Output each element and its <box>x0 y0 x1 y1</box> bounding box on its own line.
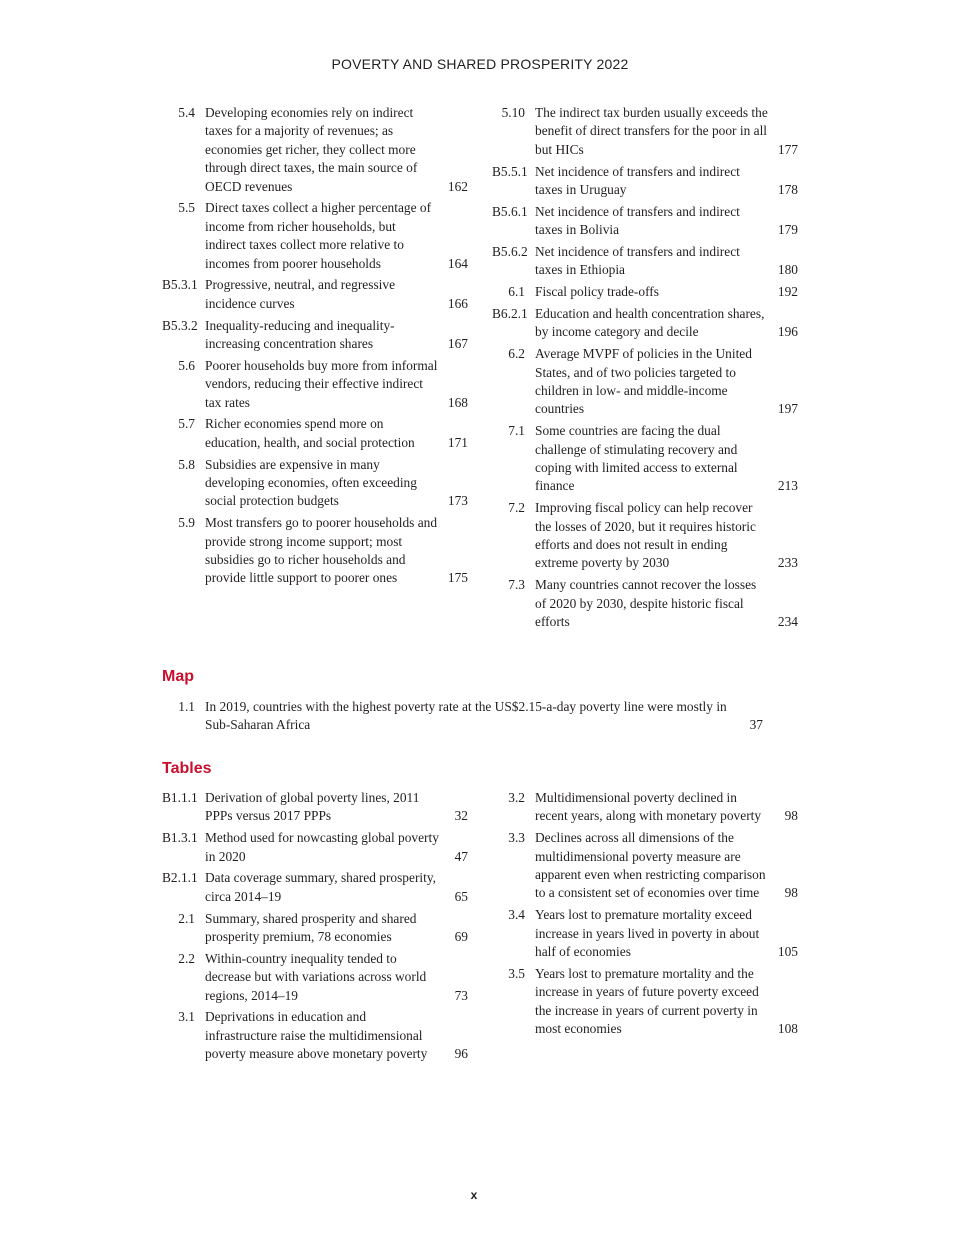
entry-number: B5.3.1 <box>162 277 198 293</box>
entry-title: Data coverage summary, shared prosperity, circa 2014–19 <box>205 870 437 904</box>
entry-number: 5.5 <box>178 200 195 216</box>
entry-page-number: 167 <box>447 336 468 352</box>
map-section-title: Map <box>162 668 194 685</box>
toc-entry[interactable] <box>162 276 468 313</box>
entry-title: Declines across all dimensions of the multidimensional poverty measure are apparent even when restricting comparison to a consistent set of economies over time <box>535 830 766 901</box>
toc-entry[interactable] <box>162 456 468 511</box>
toc-entry[interactable] <box>162 910 468 947</box>
entry-page-number: 166 <box>447 295 468 311</box>
entry-page-number: 178 <box>777 182 798 198</box>
entry-number: 5.7 <box>178 416 195 432</box>
entry-number: B5.6.1 <box>492 203 528 219</box>
entry-title: Net incidence of transfers and indirect taxes in Ethiopia <box>535 244 740 278</box>
toc-entry[interactable] <box>492 345 798 419</box>
entry-page-number: 233 <box>777 555 798 571</box>
entry-number: B5.5.1 <box>492 163 528 179</box>
toc-entry[interactable] <box>162 950 468 1005</box>
tables-list-right <box>492 789 798 1042</box>
toc-entry[interactable] <box>162 869 468 906</box>
entry-title: Years lost to premature mortality and the increase in years of future poverty exceed the increase in years of current poverty in most economies <box>535 965 759 1037</box>
entry-title: Within-country inequality tended to decrease but with variations across world regions, 2014–19 <box>205 950 427 1003</box>
entry-title: Years lost to premature mortality exceed increase in years lived in poverty in about half of economies <box>535 907 760 960</box>
entry-title: Direct taxes collect a higher percentage of income from richer households, but indirect taxes collect more relative to incomes from poorer households <box>205 200 432 271</box>
toc-entry[interactable] <box>162 789 468 826</box>
entry-page-number: 173 <box>447 493 468 509</box>
entry-title: Poorer households buy more from informal vendors, reducing their effective indirect tax rates <box>205 357 438 410</box>
toc-entry[interactable] <box>492 283 798 301</box>
toc-entry[interactable] <box>162 104 468 196</box>
entry-page-number: 105 <box>777 944 798 960</box>
entry-title: Method used for nowcasting global poverty in 2020 <box>205 830 439 864</box>
toc-entry[interactable] <box>492 163 798 200</box>
entry-title: Developing economies rely on indirect taxes for a majority of revenues; as economies get richer, they collect more through direct taxes, the main source of OECD revenues <box>205 105 418 194</box>
entry-number: 6.1 <box>508 284 525 300</box>
entry-page-number: 73 <box>454 987 468 1003</box>
toc-entry[interactable] <box>162 415 468 452</box>
toc-entry[interactable] <box>162 199 468 273</box>
map-list <box>162 698 798 738</box>
entry-number: 7.3 <box>508 577 525 593</box>
tables-section-title: Tables <box>162 760 212 777</box>
entry-page-number: 197 <box>777 401 798 417</box>
entry-number: 6.2 <box>508 346 525 362</box>
entry-number: 2.1 <box>178 910 195 926</box>
entry-number: B5.6.2 <box>492 244 528 260</box>
entry-number: 2.2 <box>178 950 195 966</box>
entry-page-number: 69 <box>454 929 468 945</box>
entry-number: 3.1 <box>178 1009 195 1025</box>
toc-entry[interactable] <box>492 104 798 159</box>
toc-entry[interactable] <box>492 576 798 631</box>
entry-number: B5.3.2 <box>162 317 198 333</box>
entry-title: Multidimensional poverty declined in recent years, along with monetary poverty <box>535 790 762 824</box>
tables-list-left <box>162 789 468 1067</box>
entry-page-number: 162 <box>447 178 468 194</box>
entry-number: 1.1 <box>178 699 195 714</box>
entry-title: Improving fiscal policy can help recover the losses of 2020, but it requires historic efforts and does not result in ending extreme poverty by 2030 <box>535 500 756 571</box>
entry-number: 5.10 <box>501 105 525 120</box>
figures-list-left <box>162 104 468 591</box>
running-header: POVERTY AND SHARED PROSPERITY 2022 <box>331 56 629 72</box>
entry-number: B2.1.1 <box>162 870 198 886</box>
entry-page-number: 180 <box>777 262 798 278</box>
entry-page-number: 47 <box>454 848 468 864</box>
toc-entry[interactable] <box>492 203 798 240</box>
entry-number: 3.4 <box>508 907 525 923</box>
entry-title: Net incidence of transfers and indirect taxes in Uruguay <box>535 163 740 198</box>
toc-entry[interactable] <box>162 514 468 588</box>
entry-number: 7.1 <box>508 423 525 439</box>
entry-title: Many countries cannot recover the losses of 2020 by 2030, despite historic fiscal efforts <box>535 577 757 630</box>
entry-title: Average MVPF of policies in the United States, and of two policies targeted to children in low- and middle-income countries <box>535 346 752 417</box>
entry-title: In 2019, countries with the highest poverty rate at the US$2.15-a-day poverty line were mostly in Sub-Saharan Africa <box>205 699 727 733</box>
entry-page-number: 65 <box>454 888 468 904</box>
entry-page-number: 179 <box>777 222 798 238</box>
entry-number: 5.4 <box>178 105 195 120</box>
entry-page-number: 98 <box>784 808 798 824</box>
entry-number: 7.2 <box>508 500 525 516</box>
entry-page-number: 171 <box>447 434 468 450</box>
entry-page-number: 177 <box>777 141 798 157</box>
entry-number: 3.2 <box>508 790 525 805</box>
entry-number: 3.5 <box>508 965 525 981</box>
entry-title: The indirect tax burden usually exceeds the benefit of direct transfers for the poor in all but HICs <box>535 105 768 157</box>
toc-entry[interactable] <box>492 422 798 496</box>
entry-title: Summary, shared prosperity and shared prosperity premium, 78 economies <box>205 910 417 945</box>
entry-number: 3.3 <box>508 830 525 846</box>
toc-entry[interactable] <box>162 698 798 735</box>
entry-title: Education and health concentration shares, by income category and decile <box>535 306 765 340</box>
entry-number: B6.2.1 <box>492 306 528 322</box>
entry-page-number: 196 <box>777 324 798 340</box>
toc-entry[interactable] <box>492 499 798 573</box>
toc-entry[interactable] <box>162 829 468 866</box>
entry-page-number: 234 <box>777 614 798 630</box>
entry-page-number: 32 <box>454 808 468 824</box>
entry-page-number: 164 <box>447 255 468 271</box>
entry-page-number: 108 <box>777 1021 798 1037</box>
entry-number: B1.3.1 <box>162 830 198 846</box>
entry-page-number: 96 <box>454 1046 468 1062</box>
entry-title: Subsidies are expensive in many developing economies, often exceeding social protection budgets <box>205 456 417 509</box>
entry-number: B1.1.1 <box>162 790 198 805</box>
toc-entry[interactable] <box>492 243 798 280</box>
page-number: x <box>470 1188 478 1202</box>
entry-title: Fiscal policy trade-offs <box>535 284 659 300</box>
entry-number: 5.9 <box>178 515 195 531</box>
toc-entry[interactable] <box>492 789 798 826</box>
entry-page-number: 213 <box>777 478 798 494</box>
toc-entry[interactable] <box>492 305 798 342</box>
entry-title: Deprivations in education and infrastructure raise the multidimensional poverty measure above monetary poverty <box>205 1009 428 1062</box>
entry-title: Derivation of global poverty lines, 2011 PPPs versus 2017 PPPs <box>205 790 420 824</box>
entry-page-number: 168 <box>447 394 468 410</box>
entry-title: Progressive, neutral, and regressive incidence curves <box>205 277 396 311</box>
entry-page-number: 175 <box>447 570 468 586</box>
toc-entry[interactable] <box>162 317 468 354</box>
toc-entry[interactable] <box>162 357 468 412</box>
entry-page-number: 37 <box>749 717 763 733</box>
toc-entry[interactable] <box>492 829 798 903</box>
entry-page-number: 192 <box>777 284 798 300</box>
entry-page-number: 98 <box>784 885 798 901</box>
toc-entry[interactable] <box>162 1008 468 1063</box>
entry-title: Some countries are facing the dual challenge of stimulating recovery and coping with limited access to external finance <box>535 423 738 494</box>
entry-title: Most transfers go to poorer households and provide strong income support; most subsidies go to richer households and provide little support to poorer ones <box>205 515 438 586</box>
toc-entry[interactable] <box>492 965 798 1039</box>
entry-title: Inequality-reducing and inequality-increasing concentration shares <box>205 317 395 352</box>
entry-number: 5.8 <box>178 456 195 472</box>
entry-number: 5.6 <box>178 357 195 373</box>
entry-title: Net incidence of transfers and indirect taxes in Bolivia <box>535 203 740 238</box>
entry-title: Richer economies spend more on education, health, and social protection <box>205 416 415 450</box>
figures-list-right <box>492 104 798 635</box>
toc-entry[interactable] <box>492 906 798 961</box>
